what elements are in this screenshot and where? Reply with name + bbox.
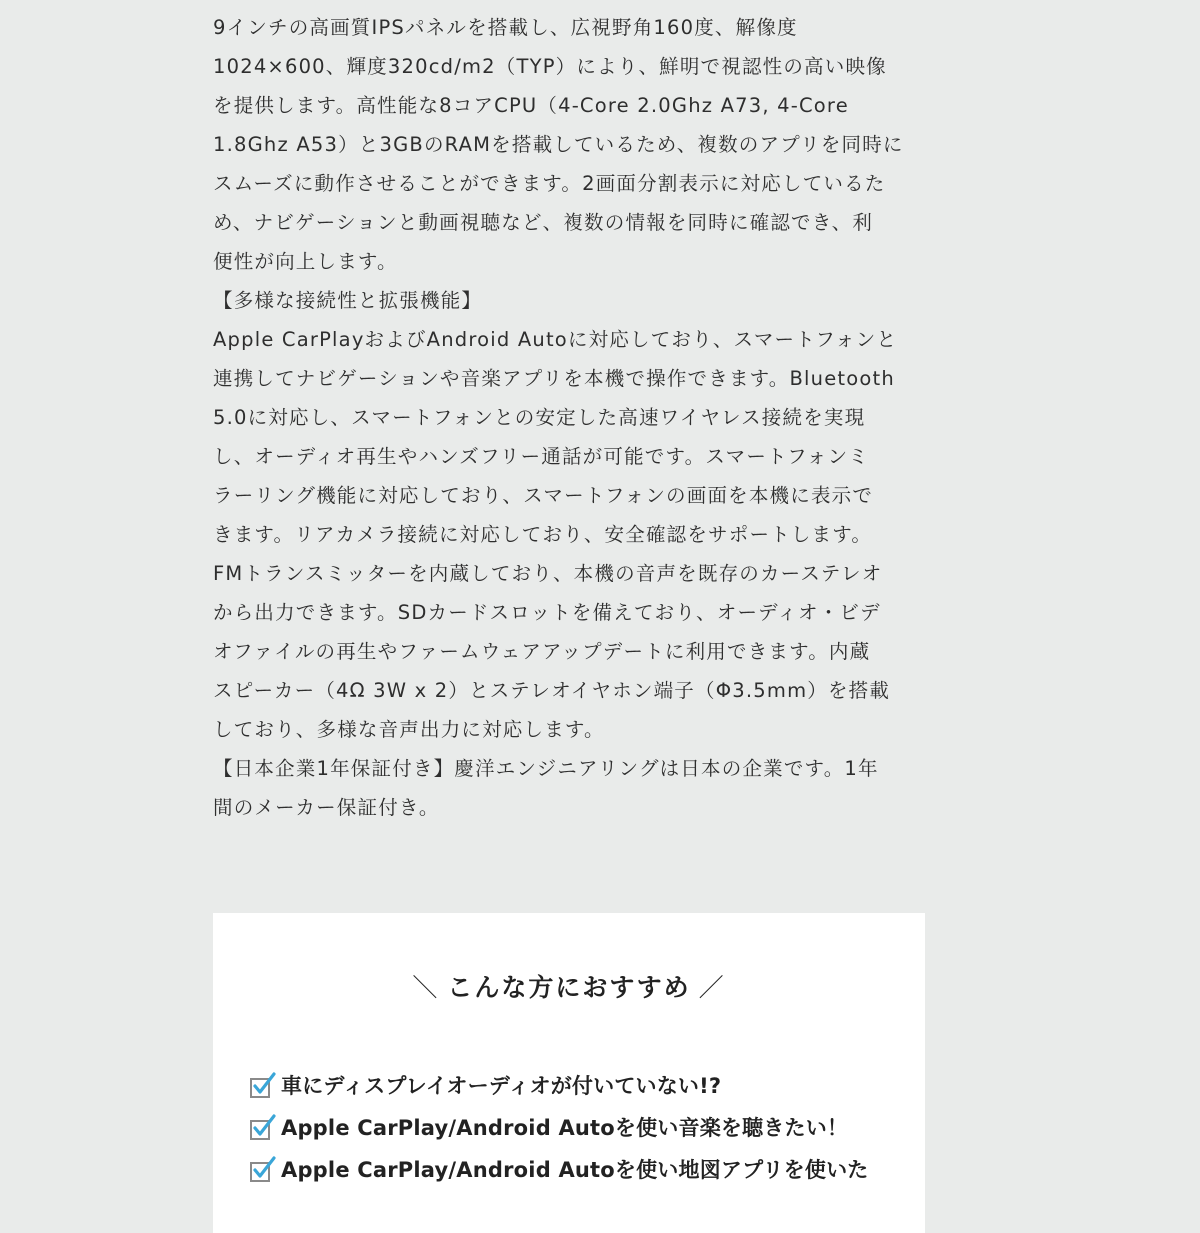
description-line: から出力できます。SDカードスロットを備えており、オーディオ・ビデ [213,601,881,624]
description-line: 1024×600、輝度320cd/m2（TYP）により、鮮明で視認性の高い映像 [213,55,887,78]
description-line: 間のメーカー保証付き。 [213,796,440,819]
description-line: Apple CarPlayおよびAndroid Autoに対応しており、スマートフォンと [213,328,898,351]
description-line: 5.0に対応し、スマートフォンとの安定した高速ワイヤレス接続を実現 [213,406,866,429]
description-line: 1.8Ghz A53）と3GBのRAMを搭載しているため、複数のアプリを同時に [213,133,904,156]
description-line: ラーリング機能に対応しており、スマートフォンの画面を本機に表示で [213,484,874,507]
description-line: スピーカー（4Ω 3W x 2）とステレオイヤホン端子（Φ3.5mm）を搭載 [213,679,891,702]
description-line: スムーズに動作させることができます。2画面分割表示に対応しているた [213,172,886,195]
description-line: 【多様な接続性と拡張機能】 [213,289,483,312]
recommend-item-text: Apple CarPlay/Android Autoを使い地図アプリを使いた [281,1158,869,1182]
recommend-item [249,1106,909,1148]
checkbox-checked-icon [249,1155,277,1183]
recommend-item-text: Apple CarPlay/Android Autoを使い音楽を聴きたい！ [281,1116,849,1140]
description-line: 9インチの高画質IPSパネルを搭載し、広視野角160度、解像度 [213,16,798,39]
description-line: 【日本企業1年保証付き】慶洋エンジニアリングは日本の企業です。1年 [213,757,879,780]
description-line: し、オーディオ再生やハンズフリー通話が可能です。スマートフォンミ [213,445,869,468]
description-line: FMトランスミッターを内蔵しており、本機の音声を既存のカーステレオ [213,562,883,585]
checkbox-checked-icon [249,1071,277,1099]
description-line: め、ナビゲーションと動画視聴など、複数の情報を同時に確認でき、利 [213,211,874,234]
description-line: 連携してナビゲーションや音楽アプリを本機で操作できます。Bluetooth [213,367,895,390]
recommend-title: こんな方におすすめ [447,973,691,1002]
description-line: しており、多様な音声出力に対応します。 [213,718,605,741]
recommend-heading [213,966,925,1010]
description-line: 便性が向上します。 [213,250,398,273]
recommend-item [249,1064,909,1106]
product-description [213,8,929,827]
left-slash-decoration: ＼ [412,973,440,1002]
recommend-list [249,1064,909,1190]
recommend-item-text: 車にディスプレイオーディオが付いていない!? [281,1074,722,1098]
description-line: オファイルの再生やファームウェアアップデートに利用できます。内蔵 [213,640,871,663]
right-slash-decoration: ／ [698,973,726,1002]
checkbox-checked-icon [249,1113,277,1141]
description-line: を提供します。高性能な8コアCPU（4-Core 2.0Ghz A73, 4-Core [213,94,849,117]
description-line: きます。リアカメラ接続に対応しており、安全確認をサポートします。 [213,523,873,546]
recommend-item [249,1148,909,1190]
